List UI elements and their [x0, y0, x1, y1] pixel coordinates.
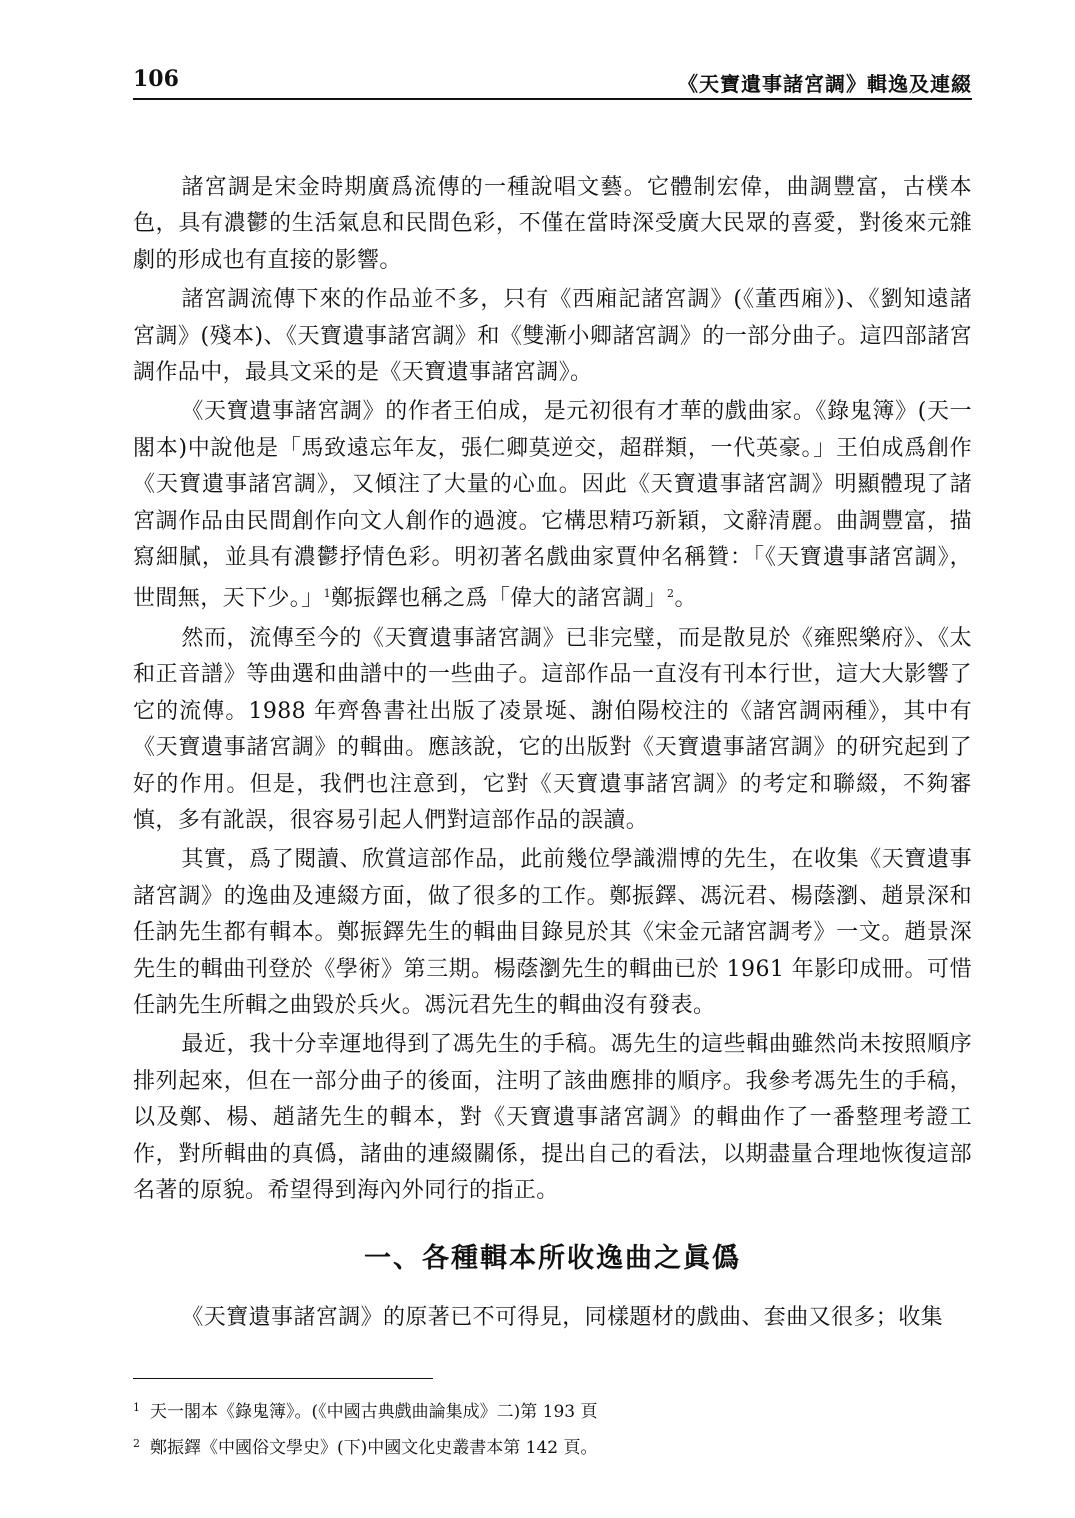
paragraph: 然而，流傳至今的《天寶遺事諸宮調》已非完璧，而是散見於《雍熙樂府》、《太和正音譜》等曲選和曲譜中的一些曲子。這部作品一直沒有刊本行世，這大大影響了它的流傳。1988 年齊魯書社出版了凌景埏、謝伯陽校注的《諸宮調兩種》，其中有《天寶遺事諸宮調》的輯曲。應該說，它的出版對《天寶遺事諸宮調》的研究起到了好的作用。但是，我們也注意到，它對《天寶遺事諸宮調》的考定和聯綴，不夠審慎，多有訛誤，很容易引起人們對這部作品的誤讀。	[133, 625, 972, 833]
footnote-ref: 2	[667, 587, 675, 601]
footnote-text: 鄭振鐸《中國俗文學史》(下)中國文化史叢書本第 142 頁。	[150, 1438, 598, 1458]
paragraph: 諸宮調是宋金時期廣爲流傳的一種說唱文藝。它體制宏偉，曲調豐富，古樸本色，具有濃鬱的生活氣息和民間色彩，不僅在當時深受廣大民眾的喜愛，對後來元雜劇的形成也有直接的影響。	[133, 175, 972, 273]
footnote-mark: 2	[133, 1437, 140, 1450]
paragraph-text: 《天寶遺事諸宮調》的作者王伯成，是元初很有才華的戲曲家。《錄鬼簿》(天一閣本)中說他是「馬致遠忘年友，張仁卿莫逆交，超群類，一代英豪。」王伯成爲創作《天寶遺事諸宮調》，又傾注了大量的心血。因此《天寶遺事諸宮調》明顯體現了諸宮調作品由民間創作向文人創作的過渡。它構思精巧新穎，文辭清麗。曲調豐富，描寫細膩，並具有濃鬱抒情色彩。明初著名戲曲家賈仲名稱贊：「《天寶遺事諸宮調》，世間無，天下少。」	[133, 399, 972, 612]
page-header	[133, 64, 972, 100]
footnote-rule	[133, 1378, 433, 1379]
paragraph-text: 。	[674, 586, 697, 612]
body-text-continued	[133, 1300, 972, 1339]
header-rule	[133, 98, 972, 100]
section-heading: 一、各種輯本所收逸曲之眞僞	[364, 1243, 741, 1274]
footnotes	[133, 1392, 972, 1464]
page-number: 106	[133, 66, 179, 92]
body-text	[133, 170, 972, 1212]
footnote	[133, 1392, 972, 1428]
paragraph-text: 鄭振鐸也稱之爲「偉大的諸宮調」	[331, 586, 668, 612]
paragraph: 其實，爲了閱讀、欣賞這部作品，此前幾位學識淵博的先生，在收集《天寶遺事諸宮調》的逸曲及連綴方面，做了很多的工作。鄭振鐸、馮沅君、楊蔭瀏、趙景深和任訥先生都有輯本。鄭振鐸先生的輯曲目錄見於其《宋金元諸宮調考》一文。趙景深先生的輯曲刊登於《學術》第三期。楊蔭瀏先生的輯曲已於 1961 年影印成冊。可惜任訥先生所輯之曲毀於兵火。馮沅君先生的輯曲沒有發表。	[133, 847, 972, 1018]
paragraph: 《天寶遺事諸宮調》的原著已不可得見，同樣題材的戲曲、套曲又很多；收集	[181, 1305, 943, 1330]
footnote-mark: 1	[133, 1401, 140, 1414]
paragraph	[133, 394, 972, 617]
footnote	[133, 1428, 972, 1464]
running-title: 《天寶遺事諸宮調》輯逸及連綴	[678, 72, 972, 96]
paragraph: 諸宮調流傳下來的作品並不多，只有《西廂記諸宮調》(《董西廂》)、《劉知遠諸宮調》(殘本)、《天寶遺事諸宮調》和《雙漸小卿諸宮調》的一部分曲子。這四部諸宮調作品中，最具文采的是《天寶遺事諸宮調》。	[133, 287, 972, 386]
footnote-ref: 1	[323, 587, 332, 601]
footnote-text: 天一閣本《錄鬼簿》。(《中國古典戲曲論集成》二)第 193 頁	[150, 1402, 598, 1422]
paragraph: 最近，我十分幸運地得到了馮先生的手稿。馮先生的這些輯曲雖然尚未按照順序排列起來，但在一部分曲子的後面，注明了該曲應排的順序。我參考馮先生的手稿，以及鄭、楊、趙諸先生的輯本，對《天寶遺事諸宮調》的輯曲作了一番整理考證工作，對所輯曲的真僞，諸曲的連綴關係，提出自己的看法，以期盡量合理地恢復這部名著的原貌。希望得到海內外同行的指正。	[133, 1032, 972, 1203]
